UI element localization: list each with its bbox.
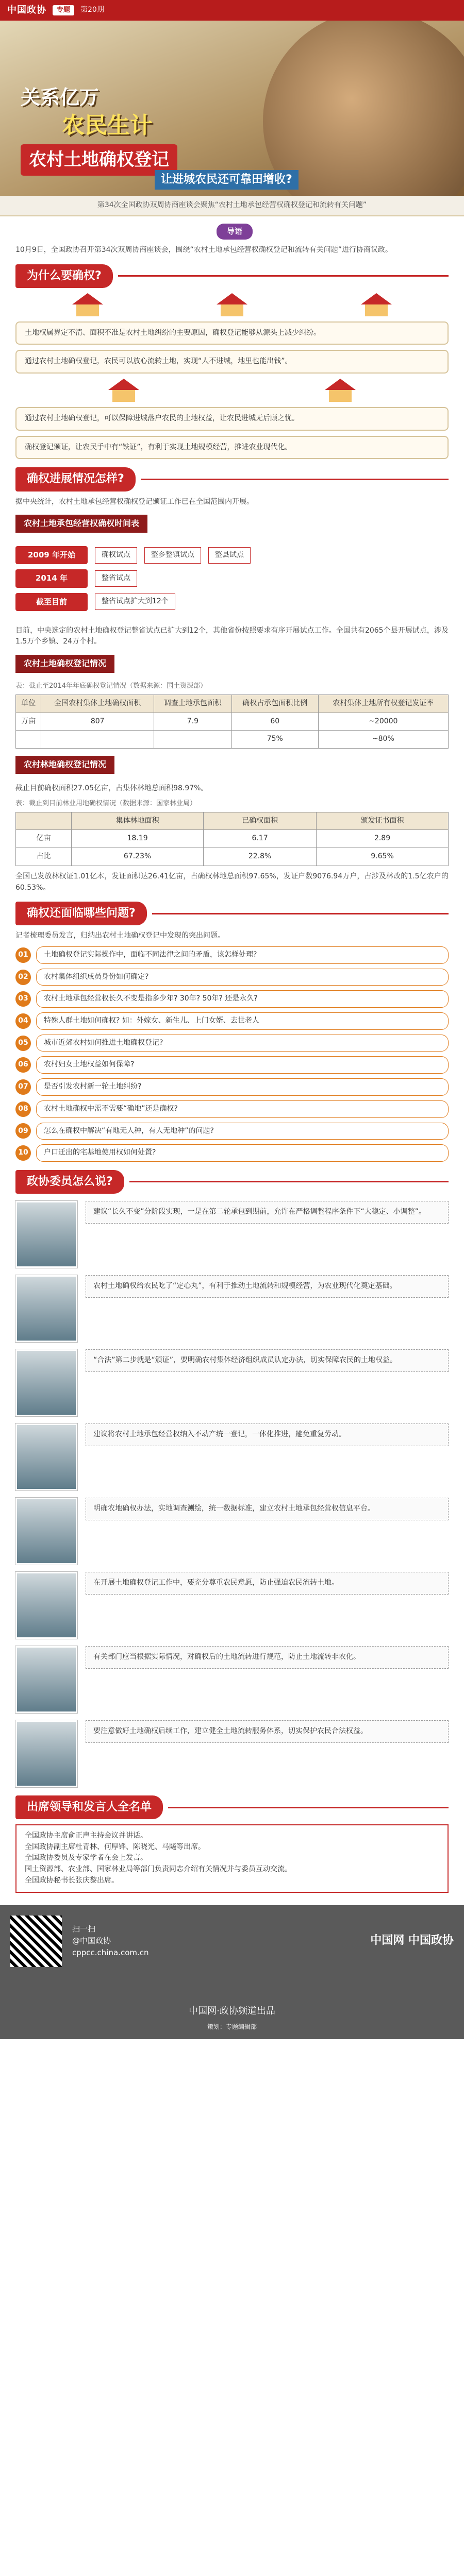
- section-attendees-title: 出席领导和发言人全名单: [15, 1795, 163, 1819]
- site-url[interactable]: cppcc.china.com.cn: [72, 1948, 149, 1958]
- house-icon: [72, 293, 103, 316]
- member-quote: 在开展土地确权登记工作中，要充分尊重农民意愿，防止强迫农民流转土地。: [86, 1572, 449, 1595]
- farmer-portrait: [263, 21, 464, 196]
- question-text: 特殊人群土地如何确权? 如：外嫁女、新生儿、上门女婿、去世老人: [36, 1012, 449, 1030]
- question-number: 05: [15, 1036, 31, 1051]
- question-text: 农村土地确权中需不需要“确地”还是确权?: [36, 1100, 449, 1118]
- member-quote: 建议“长久不变”分阶段实现，一是在第二轮承包到期前，允许在严格调整程序条件下“大稳定、小调整”。: [86, 1201, 449, 1224]
- question-text: 户口迁出的宅基地使用权如何处置?: [36, 1144, 449, 1162]
- question-number: 06: [15, 1057, 31, 1073]
- guide-section: [0, 216, 464, 1905]
- section-progress-title: 确权进展情况怎样?: [15, 467, 136, 491]
- table-row: 75% ~80%: [16, 731, 449, 749]
- member-item: [15, 1201, 449, 1268]
- table-2-caption: 表：截止到目前林业用地确权情况（数据来源：国家林业局）: [15, 799, 197, 807]
- timeline-bar: 农村土地承包经营权确权时间表: [15, 515, 147, 533]
- member-photo: [15, 1720, 77, 1787]
- section-problems: [15, 902, 449, 925]
- member-item: [15, 1498, 449, 1565]
- house-icon: [325, 379, 356, 402]
- question-number: 03: [15, 991, 31, 1007]
- question-item: [15, 1100, 449, 1118]
- section-attendees: [15, 1795, 449, 1819]
- question-number: 04: [15, 1013, 31, 1029]
- question-item: [15, 1144, 449, 1162]
- hero-title-2: 农民生计: [62, 112, 153, 139]
- timeline: [15, 537, 449, 620]
- question-text: 城市近郊农村如何推进土地确权登记?: [36, 1035, 449, 1052]
- why-panel-1: 土地权属界定不清、面积不准是农村土地纠纷的主要原因，确权登记能够从源头上减少纠纷。: [15, 321, 449, 345]
- member-item: [15, 1572, 449, 1639]
- question-item: [15, 1078, 449, 1096]
- question-text: 土地确权登记实际操作中，面临不同法律之间的矛盾，该怎样处理?: [36, 946, 449, 964]
- section-problems-title: 确权还面临哪些问题?: [15, 902, 147, 925]
- land-table: 单位 全国农村集体土地确权面积 调查土地承包面积 确权占承包面积比例 农村集体土地所有权登记发证率 万亩 807 7.9 60 ~20000 75% ~80%: [15, 694, 449, 749]
- member-photo: [15, 1201, 77, 1268]
- table-1-caption: 表：截止至2014年年底确权登记情况（数据来源：国土资源部）: [15, 682, 207, 690]
- attendee-list: 全国政协主席俞正声主持会议并讲话。 全国政协副主席杜青林、何厚铧、陈晓光、马飚等出席。 全国政协委员及专家学者在会上发言。 国土资源部、农业部、国家林业局等部门负责同志介绍有关情况并与委员互动交流。 全国政协秘书长张庆黎出席。: [15, 1824, 449, 1892]
- timeline-row: 2014 年 整省试点: [15, 569, 449, 587]
- timeline-year: 截至目前: [15, 593, 88, 611]
- hero-question: 让进城农民还可靠田增收?: [155, 170, 299, 190]
- section-why: [15, 264, 449, 288]
- member-quote: “合法”第二步就是“颁证”，要明确农村集体经济组织成员认定办法，切实保障农民的土地权益。: [86, 1349, 449, 1372]
- section-why-title: 为什么要确权?: [15, 264, 113, 288]
- member-item: [15, 1720, 449, 1787]
- house-icon: [217, 293, 247, 316]
- question-text: 农村集体组织成员身份如何确定?: [36, 969, 449, 986]
- member-list: [15, 1201, 449, 1787]
- top-bar: [0, 0, 464, 21]
- question-text: 怎么在确权中解决“有地无人种，有人无地种”的问题?: [36, 1123, 449, 1140]
- question-item: [15, 1035, 449, 1052]
- member-photo: [15, 1646, 77, 1713]
- question-item: [15, 1056, 449, 1074]
- member-quote: 有关部门应当根据实际情况，对确权后的土地流转进行规范，防止土地流转非农化。: [86, 1646, 449, 1669]
- question-item: [15, 969, 449, 986]
- member-photo: [15, 1275, 77, 1342]
- question-item: [15, 1012, 449, 1030]
- weibo-handle[interactable]: @中国政协: [72, 1936, 111, 1945]
- member-photo: [15, 1423, 77, 1490]
- issue-number: 第20期: [80, 6, 104, 14]
- timeline-row: 2009 年开始 确权试点 整乡整镇试点 整县试点: [15, 546, 449, 564]
- member-quote: 明确农地确权办法，实地调查测绘，统一数据标准，建立农村土地承包经营权信息平台。: [86, 1498, 449, 1520]
- forest-table: 集体林地面积 已确权面积 颁发证书面积 亿亩 18.19 6.17 2.89 占比 67.23% 22.8% 9.65%: [15, 812, 449, 866]
- question-number: 02: [15, 970, 31, 985]
- issue-badge: 专题: [53, 5, 74, 15]
- guide-title: 导语: [217, 224, 253, 240]
- question-number: 01: [15, 947, 31, 963]
- timeline-year: 2009 年开始: [15, 546, 88, 564]
- hero-title-1: 关系亿万: [21, 86, 100, 109]
- guide-text: 10月9日，全国政协召开第34次双周协商座谈会，围绕“农村土地承包经营权确权登记和流转有关问题”进行协商议政。: [15, 245, 393, 254]
- timeline-year: 2014 年: [15, 569, 88, 587]
- table-row: 亿亩 18.19 6.17 2.89: [16, 830, 449, 848]
- table-row: 占比 67.23% 22.8% 9.65%: [16, 848, 449, 866]
- subtitle-strip: 第34次全国政协双周协商座谈会聚焦“农村土地承包经营权确权登记和流转有关问题”: [0, 196, 464, 216]
- question-text: 农村土地承包经营权长久不变是指多少年? 30年? 50年? 还是永久?: [36, 990, 449, 1008]
- question-text: 是否引发农村新一轮土地纠纷?: [36, 1078, 449, 1096]
- scan-label: 扫一扫: [72, 1924, 96, 1934]
- question-list: [15, 946, 449, 1162]
- progress-para-1: 目前，中央选定的农村土地确权登记整省试点已扩大到12个，其他省份按照要求有序开展试点工作。全国共有2065个县开展试点，涉及1.5万个乡镇、24万个村。: [15, 626, 449, 646]
- question-number: 07: [15, 1079, 31, 1095]
- house-icon: [108, 379, 139, 402]
- house-icon: [361, 293, 392, 316]
- question-number: 08: [15, 1101, 31, 1117]
- cppcc-logo: 中国政协: [7, 5, 46, 16]
- section-members-title: 政协委员怎么说?: [15, 1170, 124, 1194]
- member-quote: 农村土地确权给农民吃了“定心丸”，有利于推动土地流转和规模经营，为农业现代化奠定基础。: [86, 1275, 449, 1298]
- question-number: 09: [15, 1123, 31, 1139]
- member-photo: [15, 1349, 77, 1416]
- question-item: [15, 946, 449, 964]
- member-item: [15, 1423, 449, 1490]
- member-item: [15, 1349, 449, 1416]
- qr-code-icon: [10, 1916, 62, 1967]
- progress-para-3: 全国已发放林权证1.01亿本，发证面积达26.41亿亩，占确权林地总面积97.65%，发证户数9076.94万户，占涉及林改的1.5亿农户的60.53%。: [15, 872, 449, 892]
- section-members: [15, 1170, 449, 1194]
- timeline-row: 截至目前 整省试点扩大到12个: [15, 593, 449, 611]
- section-progress: [15, 467, 449, 491]
- member-quote: 要注意做好土地确权后续工作，建立健全土地流转服务体系，切实保护农民合法权益。: [86, 1720, 449, 1743]
- progress-para-2: 截止目前确权面积27.05亿亩，占集体林地总面积98.97%。: [15, 784, 208, 792]
- question-text: 农村妇女土地权益如何保障?: [36, 1056, 449, 1074]
- footer: [0, 1905, 464, 2039]
- question-number: 10: [15, 1145, 31, 1161]
- member-quote: 建议将农村土地承包经营权纳入不动产统一登记，一体化推进，避免重复劳动。: [86, 1423, 449, 1446]
- forest-bar: 农村林地确权登记情况: [15, 756, 114, 774]
- hero-title-3: 农村土地确权登记: [21, 144, 177, 176]
- question-item: [15, 990, 449, 1008]
- footer-producer: 中国网·政协频道出品: [189, 2005, 275, 2016]
- member-photo: [15, 1572, 77, 1639]
- member-photo: [15, 1498, 77, 1565]
- hero-banner: [0, 21, 464, 196]
- why-panel-2: 通过农村土地确权登记，农民可以放心流转土地，实现“人不进城，地里也能出钱”。: [15, 350, 449, 374]
- member-item: [15, 1646, 449, 1713]
- table-row: 万亩 807 7.9 60 ~20000: [16, 713, 449, 731]
- member-item: [15, 1275, 449, 1342]
- brand-logo: 中国网 中国政协: [370, 1934, 454, 1947]
- problems-intro: 记者梳理委员发言，归纳出农村土地确权登记中发现的突出问题。: [15, 931, 225, 940]
- progress-intro: 据中央统计，农村土地承包经营权确权登记颁证工作已在全国范围内开展。: [15, 497, 254, 506]
- footer-credit: 策划：专题编辑部: [207, 2023, 257, 2030]
- question-item: [15, 1123, 449, 1140]
- land-bar: 农村土地确权登记情况: [15, 655, 114, 673]
- why-panel-3: 通过农村土地确权登记，可以保障进城落户农民的土地权益，让农民进城无后顾之忧。: [15, 407, 449, 431]
- why-panel-4: 确权登记颁证，让农民手中有“铁证”，有利于实现土地规模经营，推进农业现代化。: [15, 436, 449, 460]
